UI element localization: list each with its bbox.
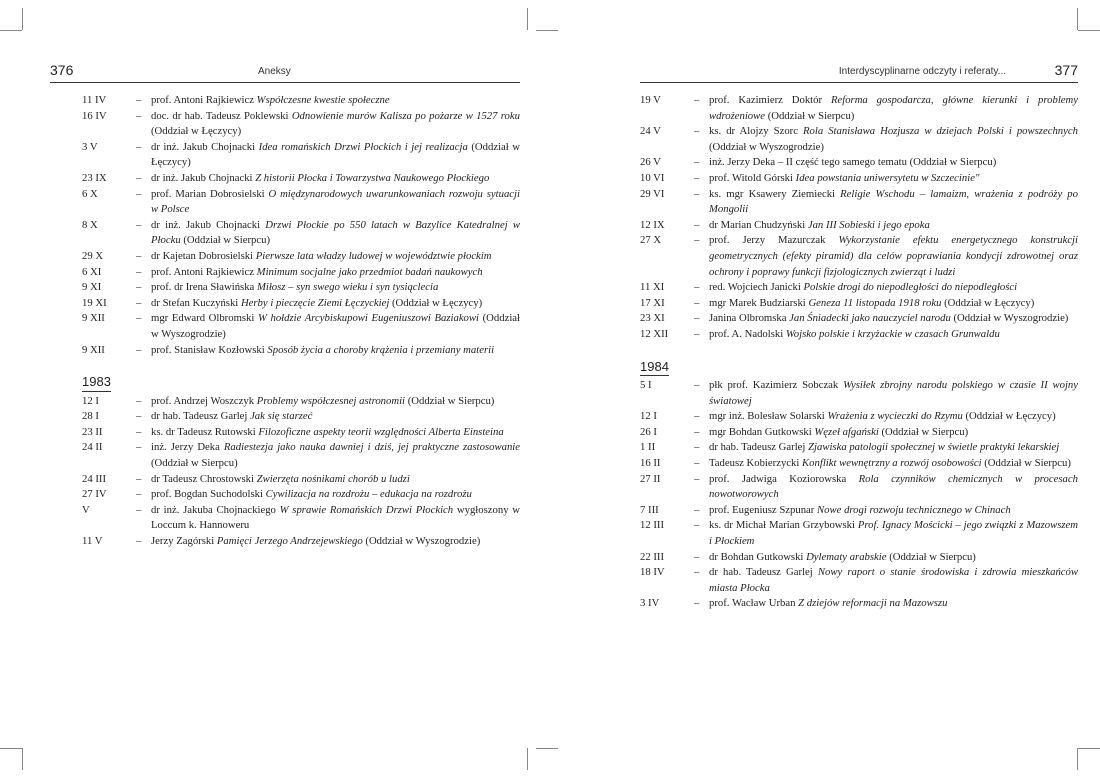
lecture-date: 19 XI — [82, 296, 107, 309]
lecture-note: (Oddział w Sierpcu) — [981, 457, 1071, 470]
lecture-date: 29 X — [82, 249, 104, 262]
lecture-date: 29 VI — [640, 187, 665, 200]
dash-separator: – — [136, 503, 142, 516]
dash-separator: – — [694, 503, 700, 516]
lecturer: ks. mgr Ksawery Ziemiecki — [709, 187, 841, 200]
lecture-description — [709, 296, 1078, 312]
lecture-description — [709, 93, 1078, 124]
lecture-title: W hołdzie Arcybiskupowi Eugeniuszowi Baziakowi — [257, 312, 480, 325]
lecture-description — [151, 425, 520, 441]
lecture-date: 23 XI — [640, 312, 665, 325]
dash-separator: – — [136, 171, 142, 184]
lecture-title: Idea powstania uniwersytetu w Szczecinie" — [795, 171, 980, 184]
lecturer: prof. Witold Górski — [709, 171, 796, 184]
lecturer: mgr Bohdan Gutkowski — [709, 425, 815, 438]
lecture-title: Z dziejów reformacji na Mazowszu — [798, 597, 948, 610]
dash-separator: – — [136, 187, 142, 200]
lecture-date: 10 VI — [640, 171, 665, 184]
lecture-note: wygłoszony w Loccum k. Hannoweru — [151, 503, 520, 532]
lecture-note: (Oddział w Łęczycy) — [151, 140, 521, 169]
lecture-description — [709, 409, 1078, 425]
lecture-description — [709, 327, 1078, 343]
lecture-description — [151, 171, 520, 187]
lecturer: płk prof. Kazimierz Sobczak — [709, 379, 844, 392]
lecture-title: Odnowienie murów Kalisza po pożarze w 1527 roku — [291, 109, 520, 122]
lecture-entry — [640, 124, 1078, 155]
dash-separator: – — [694, 156, 700, 169]
lecture-title: Polskie drogi do niepodległości do niepodległości — [803, 281, 1018, 294]
dash-separator: – — [694, 125, 700, 138]
lecturer: dr Tadeusz Chrostowski — [151, 472, 257, 485]
lecture-entry — [82, 343, 520, 359]
lecture-date: 12 I — [640, 410, 657, 423]
lecturer: prof. A. Nadolski — [709, 327, 786, 340]
lecture-date: 6 X — [82, 187, 98, 200]
lecture-description — [709, 550, 1078, 566]
lecture-date: 18 IV — [640, 566, 665, 579]
lecturer: dr Stefan Kuczyński — [151, 296, 241, 309]
left-page-content — [82, 93, 520, 550]
lecture-description — [151, 534, 520, 550]
lecture-entry — [640, 378, 1078, 409]
lecture-description — [709, 187, 1078, 218]
lecture-note: (Oddział w Sierpcu) — [151, 457, 238, 470]
lecture-title: Nowy raport o stanie środowiska i zdrowia mieszkańców miasta Płocka — [709, 566, 1078, 594]
lecture-note: (Oddział w Wyszogrodzie) — [151, 312, 521, 340]
lecture-note: (Oddział w Sierpcu) — [878, 425, 969, 438]
right-page — [640, 64, 1078, 612]
crop-mark — [1077, 8, 1078, 30]
lecture-description — [709, 565, 1078, 596]
lecturer: ks. dr Tadeusz Rutowski — [151, 425, 259, 438]
lecture-description — [709, 456, 1078, 472]
dash-separator: – — [136, 425, 142, 438]
lecturer: prof. Andrzej Woszczyk — [151, 394, 257, 407]
lecture-entry — [640, 440, 1078, 456]
lecture-title: Jak się starzeć — [250, 410, 313, 423]
dash-separator: – — [694, 234, 700, 247]
lecture-date: 24 II — [82, 441, 103, 454]
dash-separator: – — [694, 472, 700, 485]
lecturer: prof. Antoni Rajkiewicz — [151, 94, 257, 106]
lecture-description — [709, 472, 1078, 503]
lecture-description — [709, 440, 1078, 456]
lecture-description — [709, 218, 1078, 234]
lecture-title: Wrażenia z wycieczki do Rzymu — [827, 410, 963, 423]
lecture-date: 24 III — [82, 472, 107, 485]
lecture-title: Prof. Ignacy Mościcki – jego związki z Mazowszem i Płockiem — [709, 519, 1078, 548]
lecture-date: 26 V — [640, 156, 661, 169]
lecture-date: 28 I — [82, 410, 99, 423]
lecture-title: Jan Śniadecki jako nauczyciel narodu — [789, 312, 951, 325]
lecture-note: (Oddział w Wyszogrodzie) — [950, 312, 1069, 325]
lecture-entry — [640, 503, 1078, 519]
lecturer: prof. Antoni Rajkiewicz — [151, 265, 257, 278]
dash-separator: – — [136, 394, 142, 407]
year-heading — [82, 374, 520, 392]
lecture-note: (Oddział w Łęczycy) — [941, 296, 1035, 309]
dash-separator: – — [136, 140, 142, 153]
lecture-entry — [82, 218, 520, 249]
lecture-title: Miłosz – syn swego wieku i syn tysiąclecia — [256, 281, 439, 294]
lecture-date: 23 IX — [82, 171, 107, 184]
lecture-date: 22 III — [640, 550, 665, 563]
dash-separator: – — [136, 410, 142, 423]
dash-separator: – — [694, 566, 700, 579]
lecture-entry — [640, 280, 1078, 296]
lecture-date: 27 IV — [82, 488, 107, 501]
lecture-description — [151, 409, 520, 425]
lecturer: dr Marian Chudzyński — [709, 218, 808, 231]
crop-mark — [1078, 748, 1100, 749]
lecture-date: 7 III — [640, 503, 659, 516]
lecture-entry — [82, 109, 520, 140]
left-page — [50, 62, 521, 550]
dash-separator: – — [136, 265, 142, 278]
lecture-entry — [82, 140, 520, 171]
lecture-entry — [640, 565, 1078, 596]
dash-separator: – — [136, 281, 142, 294]
lecture-title: Religie Wschodu – lamaizm, wrażenia z podróży po Mongolii — [709, 187, 1078, 216]
lecture-entry — [640, 409, 1078, 425]
lecture-description — [709, 233, 1078, 280]
lecture-note: (Oddział w Sierpcu) — [765, 109, 855, 122]
lecture-date: 3 IV — [640, 597, 660, 610]
lecture-title: Idea romańskich Drzwi Płockich i jej realizacja — [258, 140, 468, 153]
lecturer: dr inż. Jakub Chojnacki — [151, 218, 266, 231]
lecturer: dr inż. Jakub Chojnacki — [151, 171, 256, 184]
lecture-note: (Oddział w Łęczycy) — [389, 296, 483, 309]
lecture-description — [151, 249, 520, 265]
lecture-entry — [640, 425, 1078, 441]
lecture-date: 12 I — [82, 394, 99, 407]
lecture-entry — [82, 93, 520, 109]
lecture-title: Konflikt wewnętrzny a rozwój osobowości — [802, 457, 982, 470]
dash-separator: – — [136, 109, 142, 122]
dash-separator: – — [694, 425, 700, 438]
crop-mark — [1078, 30, 1100, 31]
lecture-description — [151, 93, 520, 109]
lecture-entry — [82, 171, 520, 187]
dash-separator: – — [136, 343, 142, 356]
lecture-entry — [82, 425, 520, 441]
lecture-entry — [82, 265, 520, 281]
lecture-title: Drzwi Płockie po 550 latach w Bazylice Katedralnej w Płocku — [151, 218, 521, 247]
dash-separator: – — [694, 312, 700, 325]
lecture-description — [151, 440, 520, 471]
lecture-note: (Oddział w Sierpcu) — [405, 394, 495, 407]
dash-separator: – — [136, 535, 142, 548]
lecture-entry — [640, 296, 1078, 312]
dash-separator: – — [136, 441, 142, 454]
lecture-date: 5 I — [640, 379, 652, 392]
lecture-entry — [82, 311, 520, 342]
lecture-description — [151, 311, 520, 342]
lecturer: ks. dr Michał Marian Grzybowski — [709, 519, 858, 532]
running-head: Aneksy — [258, 66, 291, 77]
lecture-description — [709, 378, 1078, 409]
lecture-list — [640, 378, 1078, 612]
lecture-note: (Oddział w Wyszogrodzie) — [362, 535, 481, 548]
lecture-date: 23 II — [82, 425, 103, 438]
dash-separator: – — [694, 327, 700, 340]
lecture-title: Rola czynników chemicznych w procesach nowotworowych — [709, 472, 1078, 501]
lecture-date: 26 I — [640, 425, 657, 438]
crop-mark — [22, 8, 23, 30]
lecture-description — [151, 394, 520, 410]
lecture-title: Zwierzęta nośnikami chorób u ludzi — [256, 472, 410, 485]
lecture-date: 17 XI — [640, 296, 665, 309]
lecture-entry — [640, 550, 1078, 566]
lecture-entry — [82, 187, 520, 218]
lecture-date: V — [82, 503, 90, 516]
dash-separator: – — [136, 94, 142, 106]
lecturer: inż. Jerzy Deka – II część tego samego tematu (Oddział w Sierpcu) — [709, 156, 997, 169]
lecturer: prof. Kazimierz Doktór — [709, 94, 831, 106]
lecture-title: Geneza 11 listopada 1918 roku — [808, 296, 942, 309]
lecturer: dr inż. Jakub Chojnacki — [151, 140, 259, 153]
lecture-date: 6 XI — [82, 265, 102, 278]
year-heading-text: 1983 — [82, 374, 111, 392]
crop-mark — [22, 748, 23, 770]
lecturer: doc. dr hab. Tadeusz Poklewski — [151, 109, 292, 122]
lecture-date: 16 II — [640, 457, 661, 470]
lecture-description — [709, 155, 1078, 171]
lecture-date: 11 V — [82, 535, 103, 548]
lecture-list — [82, 394, 520, 550]
dash-separator: – — [694, 187, 700, 200]
dash-separator: – — [694, 597, 700, 610]
lecture-date: 12 IX — [640, 218, 665, 231]
lecture-date: 3 V — [82, 140, 98, 153]
lecture-description — [151, 343, 520, 359]
year-heading-text: 1984 — [640, 359, 669, 377]
dash-separator: – — [694, 94, 700, 106]
lecture-note: (Oddział w Sierpcu) — [886, 550, 976, 563]
lecturer: prof. Eugeniusz Szpunar — [709, 503, 818, 516]
lecture-description — [709, 124, 1078, 155]
lecture-description — [151, 472, 520, 488]
lecture-title: Sposób życia a choroby krążenia i przemiany materii — [267, 343, 495, 356]
right-page-content — [640, 93, 1078, 612]
lecture-title: Wykorzystanie efektu energetycznego konstrukcji geometrycznych (efekty piramid) dla celów poprawiania kondycji zdrowotnej oraz ochrony i poprawy funkcji fizjologicznych zwierząt i ludzi — [709, 234, 1079, 278]
lecture-date: 11 IV — [82, 94, 107, 106]
lecture-title: Wysiłek zbrojny narodu polskiego w czasie II wojny światowej — [709, 379, 1079, 407]
lecturer: dr inż. Jakuba Chojnackiego — [151, 503, 280, 516]
crop-mark — [536, 30, 558, 31]
lecture-date: 27 X — [640, 234, 662, 247]
dash-separator: – — [694, 410, 700, 423]
lecture-date: 27 II — [640, 472, 661, 485]
dash-separator: – — [136, 296, 142, 309]
lecture-description — [709, 503, 1078, 519]
lecture-title: Radiestezja jako nauka dawniej i dziś, jej praktyczne zastosowanie — [223, 441, 521, 454]
lecture-description — [151, 140, 520, 171]
dash-separator: – — [694, 550, 700, 563]
lecture-note: (Oddział w Sierpcu) — [180, 234, 271, 247]
lecture-description — [151, 265, 520, 281]
lecture-note: (Oddział w Łęczycy) — [151, 125, 242, 138]
lecture-entry — [640, 155, 1078, 171]
lecture-date: 9 XII — [82, 312, 105, 325]
lecture-title: Filozoficzne aspekty teorii względności Alberta Einsteina — [258, 425, 504, 438]
right-page-header — [640, 64, 1078, 83]
lecture-entry — [82, 472, 520, 488]
dash-separator: – — [694, 281, 700, 294]
dash-separator: – — [136, 249, 142, 262]
dash-separator: – — [694, 171, 700, 184]
lecture-entry — [82, 409, 520, 425]
lecture-title: Minimum socjalne jako przedmiot badań naukowych — [256, 265, 483, 278]
dash-separator: – — [694, 519, 700, 532]
lecture-entry — [82, 440, 520, 471]
dash-separator: – — [694, 441, 700, 454]
lecture-date: 9 XI — [82, 281, 102, 294]
crop-mark — [527, 8, 528, 30]
lecture-title: Jan III Sobieski i jego epoka — [807, 218, 930, 231]
lecture-entry — [82, 296, 520, 312]
lecture-note: (Oddział w Wyszogrodzie) — [709, 140, 824, 153]
lecture-title: Pierwsze lata władzy ludowej w województwie płockim — [255, 249, 492, 262]
lecture-date: 12 III — [640, 519, 665, 532]
lecture-entry — [640, 311, 1078, 327]
dash-separator: – — [136, 488, 142, 501]
lecture-title: Wojsko polskie i krzyżackie w czasach Grunwaldu — [785, 327, 1000, 340]
lecturer: dr Kajetan Dobrosielski — [151, 249, 256, 262]
lecture-description — [151, 187, 520, 218]
lecture-description — [151, 218, 520, 249]
lecture-title: Nowe drogi rozwoju technicznego w Chinach — [817, 503, 1011, 516]
lecture-entry — [640, 596, 1078, 612]
lecture-description — [709, 171, 1078, 187]
page-number: 377 — [1054, 62, 1078, 78]
lecture-description — [709, 280, 1078, 296]
dash-separator: – — [136, 218, 142, 231]
lecture-description — [151, 503, 520, 534]
running-head: Interdyscyplinarne odczyty i referaty... — [838, 66, 1006, 77]
lecturer: prof. Stanisław Kozłowski — [151, 343, 268, 356]
lecturer: prof. Marian Dobrosielski — [151, 187, 269, 200]
lecturer: ks. dr Alojzy Szorc — [709, 125, 803, 138]
lecture-entry — [82, 534, 520, 550]
year-heading — [640, 359, 1078, 377]
lecture-entry — [640, 233, 1078, 280]
lecture-title: Cywilizacja na rozdrożu – edukacja na rozdrożu — [265, 488, 472, 501]
lecture-entry — [640, 518, 1078, 549]
crop-mark — [1077, 748, 1078, 770]
lecture-entry — [640, 456, 1078, 472]
lecturer: prof. Jerzy Mazurczak — [709, 234, 839, 247]
crop-mark — [0, 748, 22, 749]
lecture-date: 24 V — [640, 125, 661, 138]
lecture-title: Zjawiska patologii społecznej w świetle praktyki lekarskiej — [808, 441, 1060, 454]
lecture-title: Węzeł afgański — [814, 425, 879, 438]
lecture-entry — [640, 171, 1078, 187]
lecturer: mgr Marek Budziarski — [709, 296, 809, 309]
dash-separator: – — [694, 457, 700, 470]
lecture-note: (Oddział w Łęczycy) — [962, 410, 1056, 423]
dash-separator: – — [136, 472, 142, 485]
lecture-title: Z historii Płocka i Towarzystwa Naukowego Płockiego — [255, 171, 490, 184]
left-page-header — [50, 64, 520, 83]
lecture-date: 16 IV — [82, 109, 107, 122]
lecture-title: Rola Stanisława Hozjusza w dziejach Polski i powszechnych — [802, 125, 1078, 138]
lecturer: prof. Bogdan Suchodolski — [151, 488, 266, 501]
lecture-entry — [640, 327, 1078, 343]
lecturer: prof. Jadwiga Koziorowska — [709, 472, 859, 485]
lecturer: prof. Wacław Urban — [709, 597, 799, 610]
lecture-entry — [640, 187, 1078, 218]
lecture-entry — [82, 394, 520, 410]
lecture-description — [709, 425, 1078, 441]
lecture-date: 1 II — [640, 441, 656, 454]
lecture-date: 11 XI — [640, 281, 665, 294]
lecture-title: O międzynarodowych uwarunkowaniach rozwoju sytuacji w Polsce — [151, 187, 520, 216]
lecture-description — [151, 296, 520, 312]
lecturer: dr hab. Tadeusz Garlej — [709, 566, 818, 579]
lecture-entry — [640, 472, 1078, 503]
crop-mark — [527, 748, 528, 770]
lecture-description — [709, 311, 1078, 327]
lecture-description — [151, 109, 520, 140]
lecturer: prof. dr Irena Sławińska — [151, 281, 257, 294]
lecture-date: 19 V — [640, 94, 661, 106]
lecture-title: Problemy współczesnej astronomii — [256, 394, 406, 407]
lecture-entry — [82, 503, 520, 534]
lecture-entry — [640, 218, 1078, 234]
lecture-list — [82, 93, 520, 358]
lecture-description — [709, 596, 1078, 612]
lecture-title: Współczesne kwestie społeczne — [256, 94, 390, 106]
lecturer: dr hab. Tadeusz Garlej — [709, 441, 809, 454]
lecture-date: 9 XII — [82, 343, 105, 356]
crop-mark — [536, 748, 558, 749]
lecture-title: Pamięci Jerzego Andrzejewskiego — [216, 535, 363, 548]
lecture-date: 12 XII — [640, 327, 669, 340]
lecture-title: Herby i pieczęcie Ziemi Łęczyckiej — [240, 296, 390, 309]
lecture-entry — [640, 93, 1078, 124]
page-number: 376 — [50, 62, 74, 78]
lecturer: mgr Edward Olbromski — [151, 312, 258, 325]
lecturer: Janina Olbromska — [709, 312, 790, 325]
lecturer: dr Bohdan Gutkowski — [709, 550, 807, 563]
lecturer: Jerzy Zagórski — [151, 535, 217, 548]
lecture-entry — [82, 487, 520, 503]
dash-separator: – — [694, 379, 700, 392]
dash-separator: – — [694, 218, 700, 231]
lecture-title: W sprawie Romańskich Drzwi Płockich — [279, 503, 454, 516]
dash-separator: – — [136, 312, 142, 325]
lecture-entry — [82, 249, 520, 265]
lecture-entry — [82, 280, 520, 296]
lecturer: red. Wojciech Janicki — [709, 281, 804, 294]
lecture-title: Dylematy arabskie — [806, 550, 887, 563]
lecturer: dr hab. Tadeusz Garlej — [151, 410, 251, 423]
lecture-list — [640, 93, 1078, 343]
lecture-title: Reforma gospodarcza, główne kierunki i problemy wdrożeniowe — [709, 94, 1078, 122]
dash-separator: – — [694, 296, 700, 309]
crop-mark — [0, 30, 22, 31]
lecturer: inż. Jerzy Deka — [151, 441, 224, 454]
lecturer: mgr inż. Bolesław Solarski — [709, 410, 828, 423]
lecturer: Tadeusz Kobierzycki — [709, 457, 803, 470]
lecture-description — [151, 280, 520, 296]
lecture-description — [151, 487, 520, 503]
lecture-description — [709, 518, 1078, 549]
lecture-date: 8 X — [82, 218, 98, 231]
